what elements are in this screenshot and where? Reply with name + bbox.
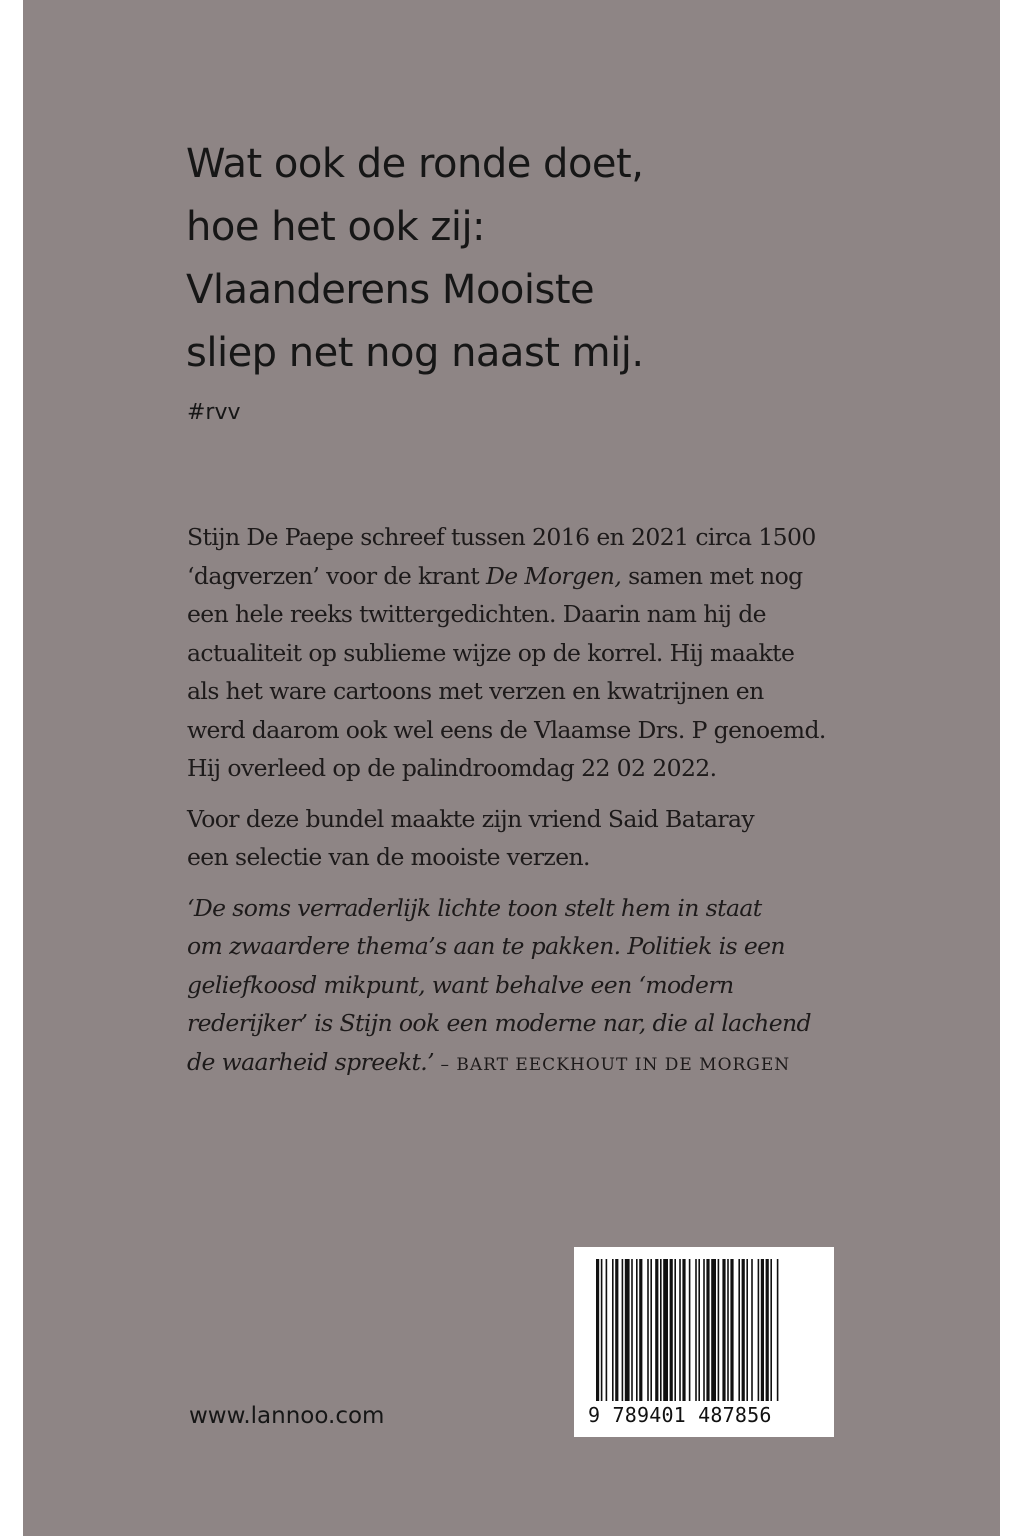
barcode-bar (674, 1259, 676, 1401)
barcode-bar (689, 1259, 691, 1401)
text-line: een hele reeks twittergedichten. Daarin nam hij de (187, 600, 766, 628)
barcode-bar (606, 1259, 608, 1401)
barcode-bar (596, 1259, 599, 1401)
text-line: actualiteit op sublieme wijze op de korrel. Hij maakte (187, 638, 795, 667)
barcode-bar (682, 1259, 685, 1401)
barcode-bar (631, 1259, 633, 1401)
barcode-bar (751, 1259, 753, 1401)
blurb (187, 518, 867, 1084)
text-span: ‘dagverzen’ voor de krant (187, 561, 486, 590)
barcode-bar (679, 1259, 681, 1401)
barcode-bar (777, 1259, 779, 1401)
barcode-bar (601, 1259, 603, 1401)
review-quote (187, 889, 867, 1085)
newspaper-title: De Morgen, (485, 561, 622, 590)
barcode-bar (711, 1259, 716, 1401)
barcode-bar (738, 1259, 740, 1401)
barcode-bar (625, 1259, 630, 1401)
text-line (187, 518, 867, 557)
barcode-bar (670, 1259, 673, 1401)
barcode-bar (730, 1259, 733, 1401)
text-line: Voor deze bundel maakte zijn vriend Said Bataray (187, 804, 755, 833)
barcode-bar (695, 1259, 697, 1401)
description-paragraph (187, 518, 867, 788)
text-line (187, 557, 867, 596)
barcode-bar (655, 1259, 658, 1401)
quote-line: om zwaardere thema’s aan te pakken. Politiek is een (187, 932, 785, 960)
barcode-bar (766, 1259, 769, 1401)
author-name: Stijn De Paepe (187, 523, 354, 551)
quote-attribution: – BART EECKHOUT IN DE MORGEN (434, 1054, 791, 1075)
poem-line: Wat ook de ronde doet, (186, 141, 644, 187)
text-span: schreef tussen 2016 en 2021 circa 1500 (353, 523, 816, 551)
barcode-bar (706, 1259, 709, 1401)
barcode-bar (718, 1259, 720, 1401)
text-line: als het ware cartoons met verzen en kwatrijnen en (187, 677, 764, 705)
description-paragraph (187, 800, 867, 877)
poem (186, 133, 886, 385)
barcode-bar (727, 1259, 729, 1401)
publisher-url[interactable]: www.lannoo.com (189, 1403, 385, 1429)
barcode-bar (612, 1259, 614, 1401)
text-span: samen met nog (621, 561, 803, 590)
text-span: de waarheid spreekt.’ (187, 1047, 435, 1076)
barcode-bar (636, 1259, 638, 1401)
barcode-bar (722, 1259, 725, 1401)
hashtag: #rvv (187, 400, 241, 425)
text-line: Hij overleed op de palindroomdag 22 02 2022. (187, 754, 717, 782)
barcode-bar (660, 1259, 662, 1401)
barcode-bar (639, 1259, 642, 1401)
barcode-bar (770, 1259, 772, 1401)
barcode (574, 1247, 834, 1437)
barcode-bar (742, 1259, 745, 1401)
barcode-bar (615, 1259, 618, 1401)
quote-line: geliefkoosd mikpunt, want behalve een ‘modern (187, 970, 734, 999)
barcode-bars (596, 1259, 810, 1409)
text-line: werd daarom ook wel eens de Vlaamse Drs. P genoemd. (187, 715, 826, 744)
poem-line: hoe het ook zij: (186, 204, 486, 250)
barcode-bar (761, 1259, 764, 1401)
quote-line: ‘De soms verraderlijk lichte toon stelt hem in staat (187, 893, 762, 922)
poem-line: sliep net nog naast mij. (186, 330, 644, 376)
poem-line: Vlaanderens Mooiste (186, 267, 595, 313)
quote-line (187, 1043, 867, 1085)
barcode-bar (650, 1259, 652, 1401)
barcode-bar (758, 1259, 760, 1401)
barcode-bar (698, 1259, 700, 1401)
barcode-bar (663, 1259, 668, 1401)
barcode-bar (647, 1259, 649, 1401)
text-line: een selectie van de mooiste verzen. (187, 843, 590, 871)
quote-line: rederijker’ is Stijn ook een moderne nar, die al lachend (187, 1009, 811, 1037)
barcode-bar (622, 1259, 624, 1401)
barcode-bar (703, 1259, 705, 1401)
isbn-number: 9 789401 487856 (588, 1403, 772, 1427)
barcode-bar (746, 1259, 748, 1401)
